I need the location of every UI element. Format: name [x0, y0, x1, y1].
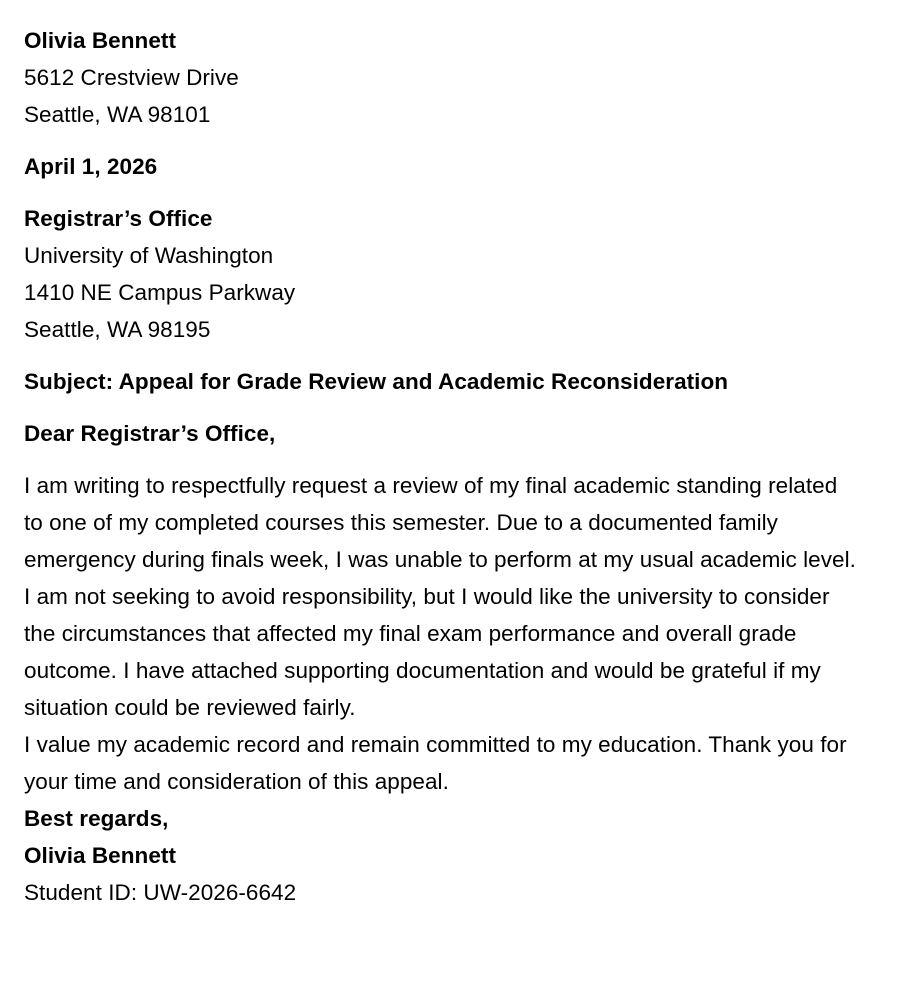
valediction: Best regards, — [24, 806, 169, 831]
recipient-city-state-zip: Seattle, WA 98195 — [24, 317, 211, 342]
salutation-block — [24, 415, 860, 452]
subject-line: Subject: Appeal for Grade Review and Academic Reconsideration — [24, 369, 729, 394]
recipient-street: 1410 NE Campus Parkway — [24, 280, 296, 305]
letter-date-block — [24, 148, 860, 185]
sender-street: 5612 Crestview Drive — [24, 65, 239, 90]
recipient-institution: University of Washington — [24, 243, 274, 268]
body-paragraph-2: I am not seeking to avoid responsibility, but I would like the university to consider the circumstances that affected my final exam performance and overall grade outcome. I have attached supporting documentation and would be grateful if my situation could be reviewed fairly. — [24, 584, 830, 720]
sender-address-block — [24, 22, 860, 133]
body-paragraph-1: I am writing to respectfully request a review of my final academic standing related to one of my completed courses this semester. Due to a documented family emergency during finals week, I was unable to perform at my usual academic level. — [24, 473, 856, 572]
body-paragraph-3: I value my academic record and remain committed to my education. Thank you for your time and consideration of this appeal. — [24, 732, 847, 794]
subject-block — [24, 363, 860, 400]
student-id: Student ID: UW-2026-6642 — [24, 880, 297, 905]
sender-name: Olivia Bennett — [24, 28, 176, 53]
letter-date: April 1, 2026 — [24, 154, 158, 179]
recipient-address-block — [24, 200, 860, 348]
closing-block — [24, 800, 860, 911]
sender-city-state-zip: Seattle, WA 98101 — [24, 102, 211, 127]
salutation: Dear Registrar’s Office, — [24, 421, 276, 446]
recipient-office: Registrar’s Office — [24, 206, 213, 231]
signature-name: Olivia Bennett — [24, 843, 176, 868]
